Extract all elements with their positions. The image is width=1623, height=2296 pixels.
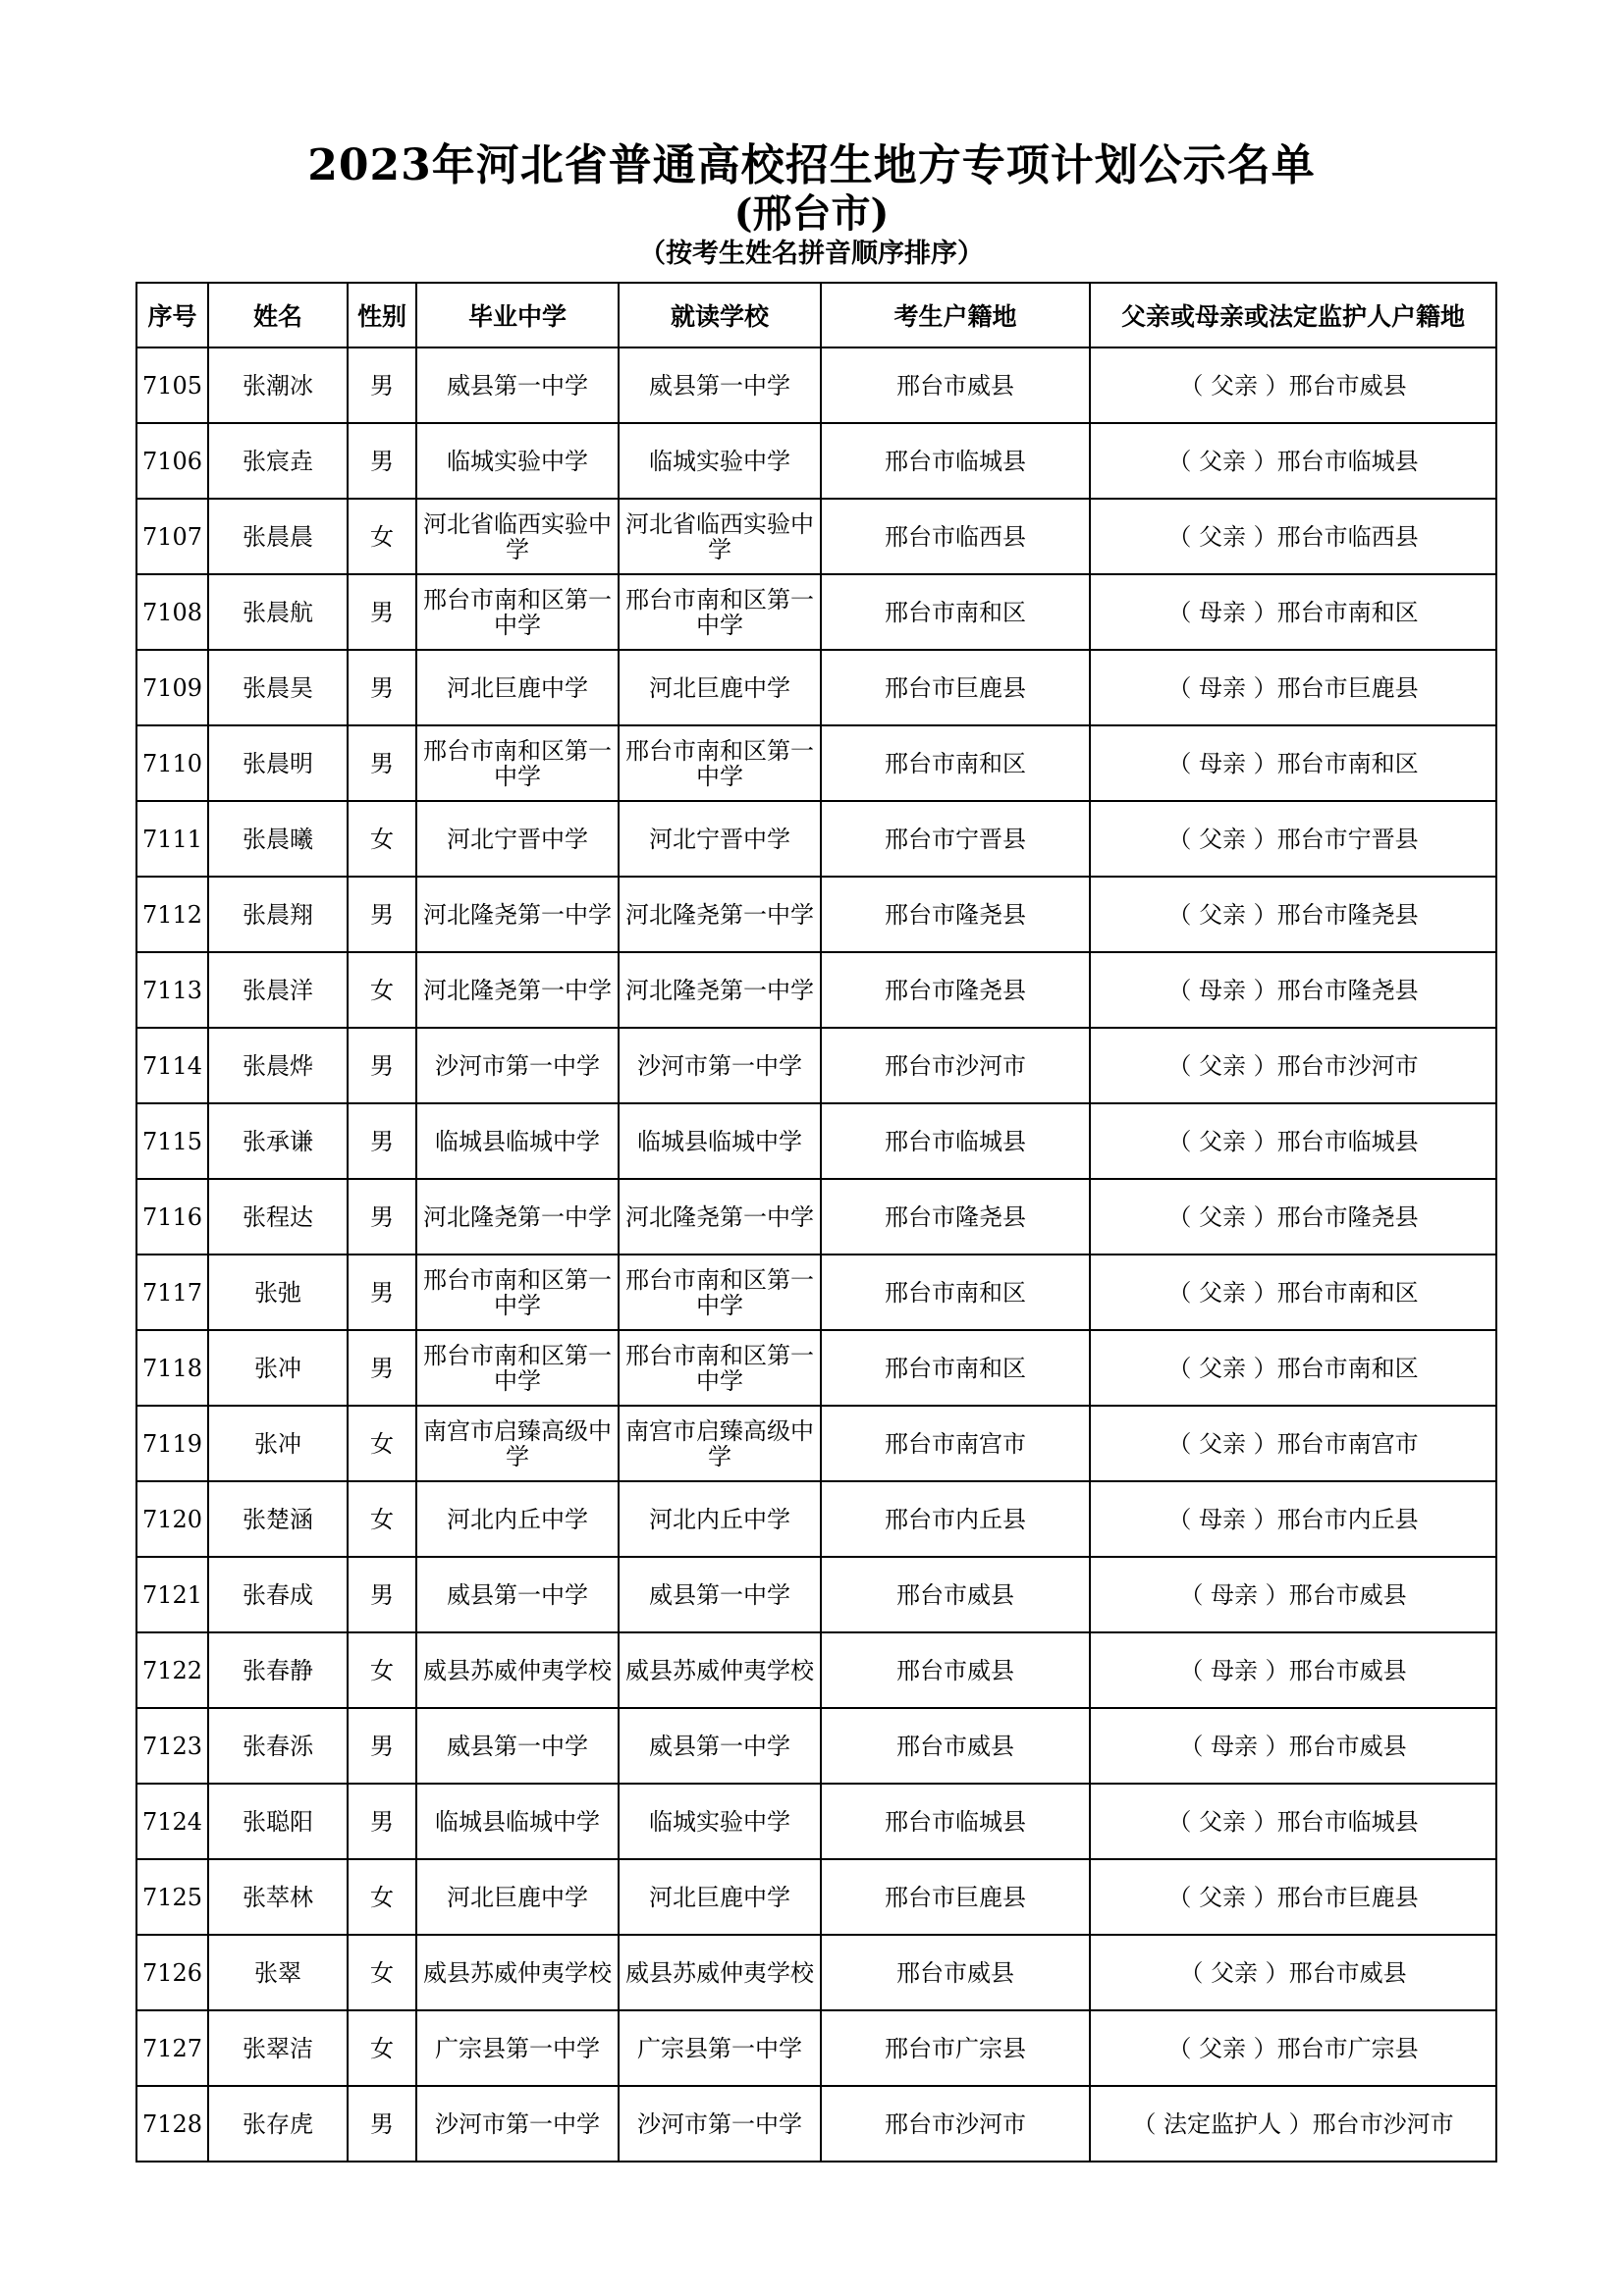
cell-name: 张楚涵 (208, 1481, 348, 1557)
cell-current-school: 沙河市第一中学 (619, 1028, 821, 1103)
cell-gender: 男 (348, 650, 416, 725)
cell-household-registration: 邢台市南和区 (821, 574, 1090, 650)
column-header-graduated-school: 毕业中学 (416, 283, 619, 347)
table-row (136, 1935, 1496, 2010)
cell-household-registration: 邢台市威县 (821, 1557, 1090, 1632)
table-header-row (136, 283, 1496, 347)
cell-gender: 女 (348, 2010, 416, 2086)
cell-graduated-school: 邢台市南和区第一中学 (416, 574, 619, 650)
cell-parent-registration: （ 父亲 ）邢台市临城县 (1090, 1103, 1496, 1179)
page-subtitle: (邢台市) (733, 190, 890, 237)
cell-parent-registration: （ 父亲 ）邢台市广宗县 (1090, 2010, 1496, 2086)
cell-parent-registration: （ 父亲 ）邢台市临城县 (1090, 1784, 1496, 1859)
cell-graduated-school: 临城县临城中学 (416, 1103, 619, 1179)
table-row (136, 1557, 1496, 1632)
table-row (136, 1179, 1496, 1255)
table-row (136, 1406, 1496, 1481)
cell-gender: 女 (348, 952, 416, 1028)
table-row (136, 423, 1496, 499)
cell-graduated-school: 河北内丘中学 (416, 1481, 619, 1557)
cell-parent-registration: （ 父亲 ）邢台市临西县 (1090, 499, 1496, 574)
cell-name: 张萃林 (208, 1859, 348, 1935)
cell-serial: 7114 (136, 1028, 208, 1103)
cell-household-registration: 邢台市沙河市 (821, 2086, 1090, 2162)
cell-household-registration: 邢台市威县 (821, 1935, 1090, 2010)
cell-gender: 男 (348, 1708, 416, 1784)
table-row (136, 2010, 1496, 2086)
cell-name: 张程达 (208, 1179, 348, 1255)
table-row (136, 725, 1496, 801)
cell-household-registration: 邢台市临西县 (821, 499, 1090, 574)
cell-parent-registration: （ 母亲 ）邢台市威县 (1090, 1557, 1496, 1632)
cell-gender: 女 (348, 1935, 416, 2010)
cell-name: 张潮冰 (208, 347, 348, 423)
cell-gender: 男 (348, 1255, 416, 1330)
column-header-household-registration: 考生户籍地 (821, 283, 1090, 347)
cell-current-school: 临城县临城中学 (619, 1103, 821, 1179)
cell-serial: 7110 (136, 725, 208, 801)
column-header-current-school: 就读学校 (619, 283, 821, 347)
cell-gender: 男 (348, 1330, 416, 1406)
cell-parent-registration: （ 母亲 ）邢台市南和区 (1090, 574, 1496, 650)
cell-graduated-school: 南宫市启臻高级中学 (416, 1406, 619, 1481)
cell-graduated-school: 河北隆尧第一中学 (416, 877, 619, 952)
table-row (136, 1859, 1496, 1935)
cell-name: 张春泺 (208, 1708, 348, 1784)
cell-household-registration: 邢台市临城县 (821, 423, 1090, 499)
cell-household-registration: 邢台市内丘县 (821, 1481, 1090, 1557)
cell-current-school: 广宗县第一中学 (619, 2010, 821, 2086)
cell-parent-registration: （ 父亲 ）邢台市宁晋县 (1090, 801, 1496, 877)
cell-gender: 男 (348, 1557, 416, 1632)
cell-name: 张晨昊 (208, 650, 348, 725)
table-row (136, 801, 1496, 877)
cell-serial: 7124 (136, 1784, 208, 1859)
cell-gender: 女 (348, 1406, 416, 1481)
cell-serial: 7118 (136, 1330, 208, 1406)
cell-parent-registration: （ 父亲 ）邢台市威县 (1090, 347, 1496, 423)
cell-parent-registration: （ 母亲 ）邢台市南和区 (1090, 725, 1496, 801)
cell-graduated-school: 威县苏威仲夷学校 (416, 1632, 619, 1708)
cell-serial: 7107 (136, 499, 208, 574)
cell-name: 张宸垚 (208, 423, 348, 499)
cell-household-registration: 邢台市南宫市 (821, 1406, 1090, 1481)
cell-current-school: 河北隆尧第一中学 (619, 1179, 821, 1255)
cell-graduated-school: 河北巨鹿中学 (416, 1859, 619, 1935)
cell-graduated-school: 沙河市第一中学 (416, 1028, 619, 1103)
cell-household-registration: 邢台市威县 (821, 347, 1090, 423)
cell-gender: 男 (348, 725, 416, 801)
cell-graduated-school: 临城县临城中学 (416, 1784, 619, 1859)
cell-parent-registration: （ 母亲 ）邢台市威县 (1090, 1632, 1496, 1708)
cell-current-school: 沙河市第一中学 (619, 2086, 821, 2162)
cell-current-school: 河北内丘中学 (619, 1481, 821, 1557)
cell-current-school: 河北巨鹿中学 (619, 650, 821, 725)
column-header-parent-registration: 父亲或母亲或法定监护人户籍地 (1090, 283, 1496, 347)
cell-parent-registration: （ 父亲 ）邢台市巨鹿县 (1090, 1859, 1496, 1935)
column-header-gender: 性别 (348, 283, 416, 347)
cell-graduated-school: 河北隆尧第一中学 (416, 1179, 619, 1255)
cell-serial: 7120 (136, 1481, 208, 1557)
cell-graduated-school: 威县第一中学 (416, 1557, 619, 1632)
cell-gender: 男 (348, 877, 416, 952)
table-row (136, 2086, 1496, 2162)
cell-name: 张晨翔 (208, 877, 348, 952)
cell-name: 张存虎 (208, 2086, 348, 2162)
cell-graduated-school: 河北省临西实验中学 (416, 499, 619, 574)
table-row (136, 650, 1496, 725)
cell-name: 张弛 (208, 1255, 348, 1330)
cell-household-registration: 邢台市南和区 (821, 1255, 1090, 1330)
cell-parent-registration: （ 父亲 ）邢台市隆尧县 (1090, 1179, 1496, 1255)
cell-parent-registration: （ 父亲 ）邢台市临城县 (1090, 423, 1496, 499)
cell-current-school: 邢台市南和区第一中学 (619, 1255, 821, 1330)
cell-current-school: 威县第一中学 (619, 1557, 821, 1632)
table-row (136, 1103, 1496, 1179)
cell-current-school: 南宫市启臻高级中学 (619, 1406, 821, 1481)
cell-graduated-school: 邢台市南和区第一中学 (416, 1330, 619, 1406)
cell-household-registration: 邢台市巨鹿县 (821, 650, 1090, 725)
cell-current-school: 河北宁晋中学 (619, 801, 821, 877)
cell-serial: 7126 (136, 1935, 208, 2010)
cell-gender: 男 (348, 1784, 416, 1859)
cell-household-registration: 邢台市南和区 (821, 1330, 1090, 1406)
cell-serial: 7119 (136, 1406, 208, 1481)
cell-parent-registration: （ 母亲 ）邢台市内丘县 (1090, 1481, 1496, 1557)
cell-graduated-school: 沙河市第一中学 (416, 2086, 619, 2162)
table-row (136, 877, 1496, 952)
table-row (136, 499, 1496, 574)
cell-name: 张晨烨 (208, 1028, 348, 1103)
cell-household-registration: 邢台市沙河市 (821, 1028, 1090, 1103)
cell-serial: 7105 (136, 347, 208, 423)
cell-serial: 7111 (136, 801, 208, 877)
cell-name: 张翠 (208, 1935, 348, 2010)
cell-serial: 7121 (136, 1557, 208, 1632)
cell-serial: 7117 (136, 1255, 208, 1330)
cell-current-school: 邢台市南和区第一中学 (619, 574, 821, 650)
table-row (136, 1632, 1496, 1708)
cell-gender: 男 (348, 2086, 416, 2162)
table-row (136, 574, 1496, 650)
cell-household-registration: 邢台市广宗县 (821, 2010, 1090, 2086)
cell-household-registration: 邢台市南和区 (821, 725, 1090, 801)
cell-parent-registration: （ 母亲 ）邢台市巨鹿县 (1090, 650, 1496, 725)
cell-name: 张晨明 (208, 725, 348, 801)
cell-name: 张春静 (208, 1632, 348, 1708)
sort-note: （按考生姓名拼音顺序排序） (639, 239, 984, 269)
cell-current-school: 邢台市南和区第一中学 (619, 1330, 821, 1406)
cell-household-registration: 邢台市临城县 (821, 1784, 1090, 1859)
cell-gender: 女 (348, 801, 416, 877)
cell-current-school: 威县苏威仲夷学校 (619, 1632, 821, 1708)
cell-parent-registration: （ 父亲 ）邢台市隆尧县 (1090, 877, 1496, 952)
cell-graduated-school: 威县苏威仲夷学校 (416, 1935, 619, 2010)
cell-gender: 男 (348, 1028, 416, 1103)
table-row (136, 1255, 1496, 1330)
cell-parent-registration: （ 父亲 ）邢台市南和区 (1090, 1330, 1496, 1406)
cell-gender: 女 (348, 1481, 416, 1557)
cell-gender: 男 (348, 574, 416, 650)
cell-parent-registration: （ 母亲 ）邢台市威县 (1090, 1708, 1496, 1784)
cell-serial: 7109 (136, 650, 208, 725)
cell-serial: 7106 (136, 423, 208, 499)
cell-current-school: 河北隆尧第一中学 (619, 952, 821, 1028)
cell-gender: 男 (348, 423, 416, 499)
cell-household-registration: 邢台市威县 (821, 1708, 1090, 1784)
table-row (136, 1028, 1496, 1103)
page-title: 2023年河北省普通高校招生地方专项计划公示名单 (307, 140, 1316, 190)
cell-household-registration: 邢台市威县 (821, 1632, 1090, 1708)
table-body (136, 347, 1496, 2162)
cell-gender: 女 (348, 499, 416, 574)
column-header-serial: 序号 (136, 283, 208, 347)
cell-serial: 7108 (136, 574, 208, 650)
table-row (136, 1784, 1496, 1859)
cell-graduated-school: 广宗县第一中学 (416, 2010, 619, 2086)
cell-current-school: 河北巨鹿中学 (619, 1859, 821, 1935)
cell-parent-registration: （ 母亲 ）邢台市隆尧县 (1090, 952, 1496, 1028)
cell-parent-registration: （ 父亲 ）邢台市威县 (1090, 1935, 1496, 2010)
cell-name: 张晨航 (208, 574, 348, 650)
cell-serial: 7115 (136, 1103, 208, 1179)
cell-parent-registration: （ 法定监护人 ）邢台市沙河市 (1090, 2086, 1496, 2162)
cell-household-registration: 邢台市宁晋县 (821, 801, 1090, 877)
cell-name: 张冲 (208, 1406, 348, 1481)
cell-graduated-school: 河北巨鹿中学 (416, 650, 619, 725)
cell-gender: 女 (348, 1632, 416, 1708)
cell-graduated-school: 邢台市南和区第一中学 (416, 725, 619, 801)
cell-current-school: 邢台市南和区第一中学 (619, 725, 821, 801)
cell-current-school: 河北省临西实验中学 (619, 499, 821, 574)
cell-serial: 7127 (136, 2010, 208, 2086)
table-row (136, 347, 1496, 423)
cell-gender: 男 (348, 1103, 416, 1179)
cell-current-school: 河北隆尧第一中学 (619, 877, 821, 952)
table-row (136, 952, 1496, 1028)
column-header-name: 姓名 (208, 283, 348, 347)
cell-name: 张承谦 (208, 1103, 348, 1179)
cell-graduated-school: 河北隆尧第一中学 (416, 952, 619, 1028)
cell-current-school: 威县第一中学 (619, 1708, 821, 1784)
cell-graduated-school: 威县第一中学 (416, 347, 619, 423)
cell-serial: 7116 (136, 1179, 208, 1255)
cell-name: 张晨曦 (208, 801, 348, 877)
cell-current-school: 威县第一中学 (619, 347, 821, 423)
cell-name: 张聪阳 (208, 1784, 348, 1859)
cell-name: 张春成 (208, 1557, 348, 1632)
cell-graduated-school: 邢台市南和区第一中学 (416, 1255, 619, 1330)
cell-household-registration: 邢台市隆尧县 (821, 952, 1090, 1028)
table-row (136, 1481, 1496, 1557)
cell-graduated-school: 临城实验中学 (416, 423, 619, 499)
cell-serial: 7123 (136, 1708, 208, 1784)
cell-current-school: 临城实验中学 (619, 423, 821, 499)
cell-gender: 男 (348, 1179, 416, 1255)
cell-serial: 7128 (136, 2086, 208, 2162)
cell-name: 张翠洁 (208, 2010, 348, 2086)
cell-parent-registration: （ 父亲 ）邢台市南和区 (1090, 1255, 1496, 1330)
cell-parent-registration: （ 父亲 ）邢台市南宫市 (1090, 1406, 1496, 1481)
cell-graduated-school: 威县第一中学 (416, 1708, 619, 1784)
cell-household-registration: 邢台市隆尧县 (821, 1179, 1090, 1255)
table-row (136, 1708, 1496, 1784)
cell-serial: 7112 (136, 877, 208, 952)
roster-table (135, 282, 1497, 2163)
cell-name: 张冲 (208, 1330, 348, 1406)
cell-household-registration: 邢台市隆尧县 (821, 877, 1090, 952)
cell-name: 张晨晨 (208, 499, 348, 574)
cell-gender: 男 (348, 347, 416, 423)
cell-serial: 7122 (136, 1632, 208, 1708)
cell-serial: 7125 (136, 1859, 208, 1935)
cell-household-registration: 邢台市临城县 (821, 1103, 1090, 1179)
cell-gender: 女 (348, 1859, 416, 1935)
cell-serial: 7113 (136, 952, 208, 1028)
cell-household-registration: 邢台市巨鹿县 (821, 1859, 1090, 1935)
cell-graduated-school: 河北宁晋中学 (416, 801, 619, 877)
cell-current-school: 临城实验中学 (619, 1784, 821, 1859)
cell-parent-registration: （ 父亲 ）邢台市沙河市 (1090, 1028, 1496, 1103)
cell-name: 张晨洋 (208, 952, 348, 1028)
cell-current-school: 威县苏威仲夷学校 (619, 1935, 821, 2010)
table-row (136, 1330, 1496, 1406)
